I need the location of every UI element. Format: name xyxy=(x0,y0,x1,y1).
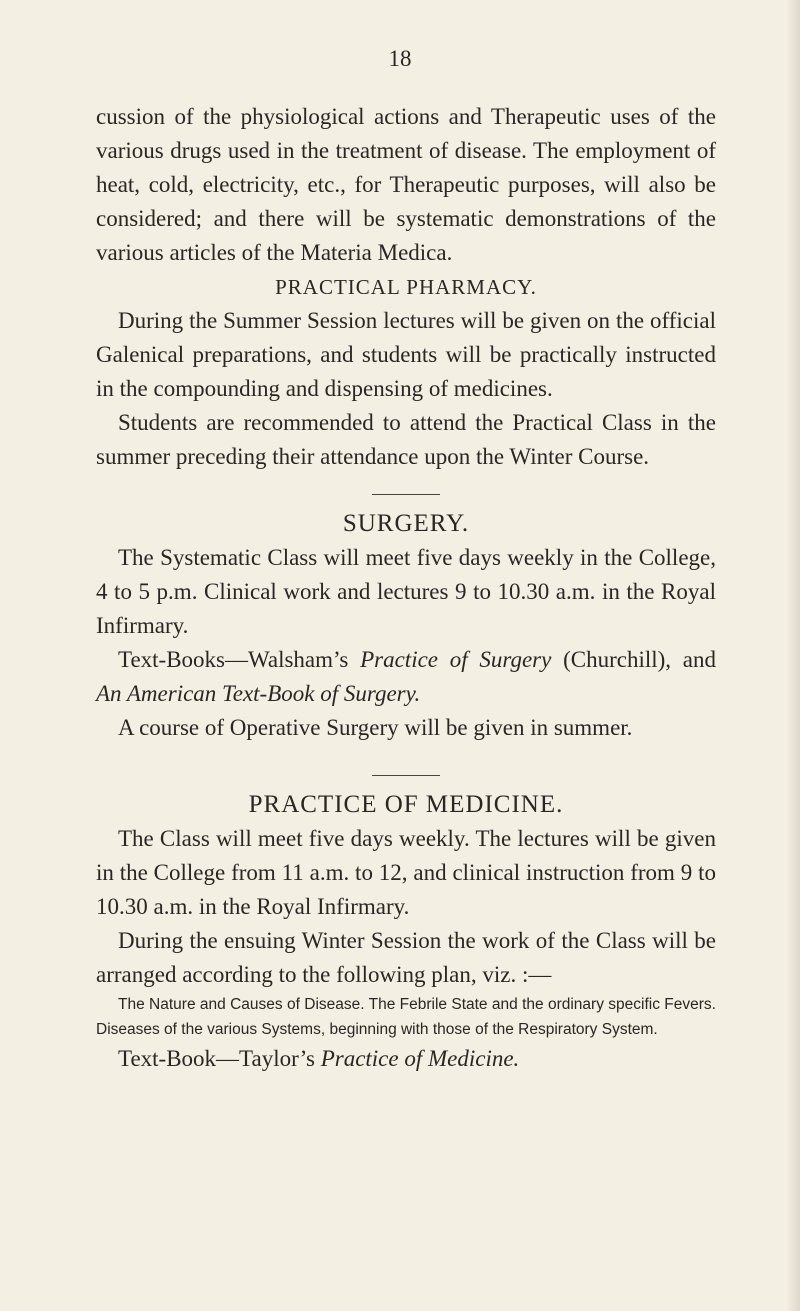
section-divider xyxy=(372,494,440,495)
page-content xyxy=(96,100,716,1076)
textbooks-prefix: Text-Books—Walsham’s xyxy=(118,647,361,672)
section-divider xyxy=(372,775,440,776)
section-heading-surgery: SURGERY. xyxy=(342,510,470,537)
plan-paragraph: The Nature and Causes of Disease. The Febrile State and the ordinary specific Fevers. Diseases of the various Systems, beginning with those of the Respiratory System. xyxy=(96,996,716,1038)
section-heading-practical-pharmacy: PRACTICAL PHARMACY. xyxy=(275,275,537,299)
paragraph: A course of Operative Surgery will be given in summer. xyxy=(118,715,633,740)
intro-paragraph: cussion of the physiological actions and Therapeutic uses of the various drugs used in the treatment of disease. The employment of heat, cold, electricity, etc., for Therapeutic purposes, will also be considered; and there will be systematic demonstrations of the various articles of the Materia Medica. xyxy=(96,104,716,265)
textbook-prefix: Text-Book—Taylor’s xyxy=(118,1046,321,1071)
book-title: Practice of Surgery xyxy=(360,647,552,672)
book-title: An American Text-Book of Surgery. xyxy=(96,681,421,706)
page-edge-shadow xyxy=(786,0,800,1311)
textbook-paragraph xyxy=(96,1042,716,1076)
paragraph: The Class will meet five days weekly. The lectures will be given in the College from 11 a.m. to 12, and clinical instruction from 9 to 10.30 a.m. in the Royal Infirmary. xyxy=(96,826,716,919)
paragraph: The Systematic Class will meet five days weekly in the College, 4 to 5 p.m. Clinical work and lectures 9 to 10.30 a.m. in the Royal Infirmary. xyxy=(96,545,716,638)
paragraph: During the ensuing Winter Session the work of the Class will be arranged according to the following plan, viz. :— xyxy=(96,928,716,987)
textbooks-paragraph xyxy=(96,643,716,711)
textbooks-middle: (Churchill), and xyxy=(551,647,716,672)
book-title: Practice of Medicine. xyxy=(320,1046,520,1071)
paragraph: During the Summer Session lectures will be given on the official Galenical preparations, and students will be practically instructed in the compounding and dispensing of medicines. xyxy=(96,308,716,401)
paragraph: Students are recommended to attend the Practical Class in the summer preceding their attendance upon the Winter Course. xyxy=(96,410,716,469)
section-heading-practice-of-medicine: PRACTICE OF MEDICINE. xyxy=(248,791,564,818)
page-number: 18 xyxy=(388,46,412,71)
